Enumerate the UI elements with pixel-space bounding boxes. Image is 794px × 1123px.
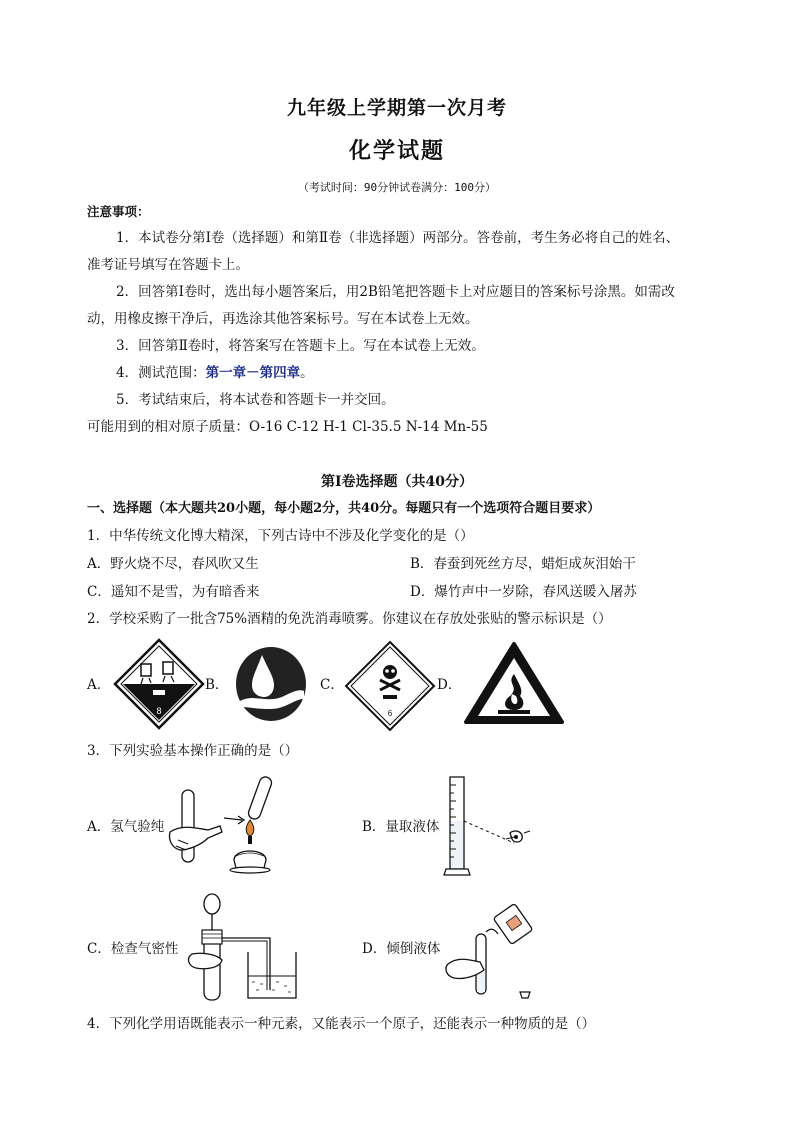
q3-stem: 3．下列实验基本操作正确的是（） <box>87 743 299 759</box>
q4-stem: 4．下列化学用语既能表示一种元素，又能表示一个原子，还能表示一种物质的是（） <box>87 1016 596 1032</box>
q2-option-d: D． <box>437 677 462 693</box>
toxic-sign-label: 6 <box>387 709 393 718</box>
water-drop-sign-icon <box>234 645 308 723</box>
notice-item-1-line-2: 准考证号填写在答题卡上。 <box>87 257 249 273</box>
airtightness-check-illustration <box>176 890 302 1004</box>
section-1-instruction: 一、选择题（本大题共20小题，每小题2分，共40分。每题只有一个选项符合题目要求） <box>87 501 601 516</box>
q3-option-d: D．倾倒液体 <box>362 941 441 957</box>
corrosive-sign-icon <box>113 638 205 730</box>
pouring-liquid-illustration <box>444 898 548 1004</box>
test-range: 第一章－第四章 <box>205 365 301 381</box>
notice-item-4-suffix: 。 <box>300 365 314 381</box>
q2-option-a: A． <box>87 677 111 693</box>
notice-heading: 注意事项： <box>87 204 150 219</box>
q3-option-b: B．量取液体 <box>362 819 440 835</box>
notice-item-1-line-1: 1．本试卷分第Ⅰ卷（选择题）和第Ⅱ卷（非选择题）两部分。答卷前，考生务必将自己的姓名、 <box>116 230 680 246</box>
q1-option-b: B．春蚕到死丝方尽，蜡炬成灰泪始干 <box>410 556 636 572</box>
flammable-sign-icon <box>462 640 566 726</box>
exam-meta: （考试时间：90分钟试卷满分：100分） <box>297 181 497 194</box>
section-1-title: 第Ⅰ卷选择题（共40分） <box>320 474 474 490</box>
q2-stem: 2．学校采购了一批含75%酒精的免洗消毒喷雾。你建议在存放处张贴的警示标识是（） <box>87 611 612 627</box>
q2-option-c: C． <box>320 677 344 693</box>
exam-title: 九年级上学期第一次月考 <box>286 97 507 119</box>
q1-option-d: D．爆竹声中一岁除，春风送暖入屠苏 <box>410 584 637 600</box>
notice-item-4-prefix: 4．测试范围： <box>116 365 206 381</box>
q1-stem: 1．中华传统文化博大精深，下列古诗中不涉及化学变化的是（） <box>87 528 474 544</box>
notice-item-5: 5．考试结束后，将本试卷和答题卡一并交回。 <box>116 392 395 408</box>
notice-item-2-line-1: 2．回答第Ⅰ卷时，选出每小题答案后，用2B铅笔把答题卡上对应题目的答案标号涂黑。如需改 <box>116 284 675 300</box>
notice-item-2-line-2: 动，用橡皮擦干净后，再选涂其他答案标号。写在本试卷上无效。 <box>87 311 479 327</box>
hydrogen-test-illustration <box>168 770 286 882</box>
notice-item-3: 3．回答第Ⅱ卷时，将答案写在答题卡上。写在本试卷上无效。 <box>116 338 485 354</box>
corrosive-sign-label: 8 <box>156 706 162 716</box>
q2-option-b: B． <box>205 677 229 693</box>
toxic-sign-icon <box>344 640 436 732</box>
q3-option-c: C．检查气密性 <box>87 941 179 957</box>
q1-option-a: A．野火烧不尽，春风吹又生 <box>87 556 259 572</box>
q3-option-a: A．氢气验纯 <box>87 819 165 835</box>
q1-option-c: C．遥知不是雪，为有暗香来 <box>87 584 260 600</box>
atomic-mass-line: 可能用到的相对原子质量：O-16 C-12 H-1 Cl-35.5 N-14 Mn-55 <box>87 419 488 435</box>
graduated-cylinder-illustration <box>444 773 534 881</box>
notice-item-4 <box>116 364 314 382</box>
exam-subtitle: 化学试题 <box>348 138 445 164</box>
